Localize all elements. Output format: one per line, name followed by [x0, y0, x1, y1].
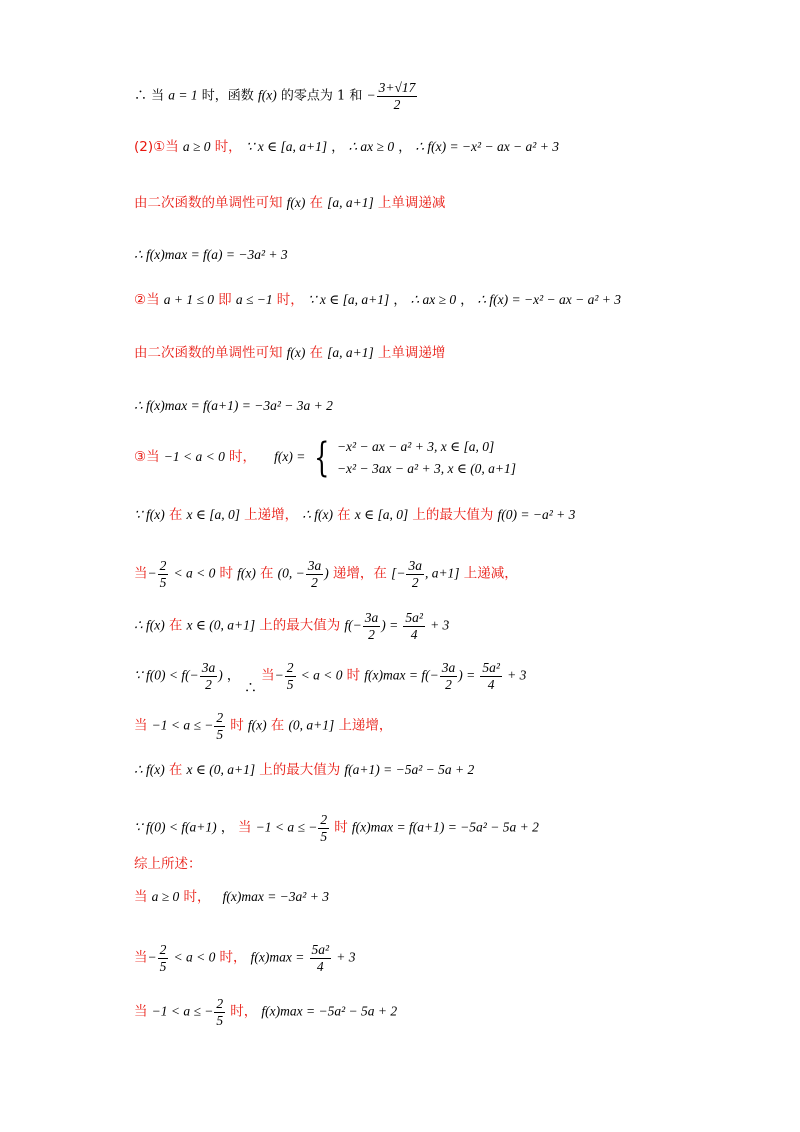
math: ): [218, 667, 223, 683]
text: ，: [393, 293, 407, 308]
red-text: 时，: [219, 949, 247, 966]
red-text: 当: [237, 819, 252, 836]
line-case2-heading: [134, 293, 621, 308]
red-text: 在: [309, 345, 324, 361]
fraction: $\frac{2}{5}$: [216, 710, 224, 742]
fraction: $\frac{3+√17}{2}$: [378, 80, 416, 112]
math: ∴ f(x)max = f(a) = −3a² + 3: [134, 247, 288, 262]
line-summary-heading: [134, 858, 202, 872]
red-text: 上单调递增: [377, 345, 446, 361]
line-summary-2: [134, 942, 355, 974]
math: f(x): [237, 565, 256, 581]
line-case3-left-max: [134, 508, 575, 523]
math: a = 1: [168, 87, 198, 103]
line-summary-1: [134, 890, 329, 905]
math: x ∈ [a, 0]: [186, 507, 240, 522]
line-case1-heading: [134, 140, 559, 155]
red-text: 在: [260, 565, 274, 582]
math: a ≥ 0: [182, 139, 211, 154]
math: a + 1 ≤ 0: [163, 292, 215, 307]
red-text: 时，: [183, 889, 211, 905]
math: ∵ x ∈ [a, a+1]: [245, 139, 328, 154]
red-text: 时，: [214, 139, 242, 155]
line-subcase-a-max: [134, 610, 449, 642]
math: < a < 0: [300, 667, 343, 683]
math: f(0) = −a² + 3: [497, 507, 576, 522]
math: a ≥ 0: [151, 889, 180, 904]
math: x ∈ [a, 0]: [354, 507, 409, 522]
math: ∴ f(x): [302, 507, 333, 522]
text: ，: [226, 668, 240, 684]
math: −1 < a ≤ −: [255, 819, 318, 835]
fraction: $\frac{3a}{2}$: [441, 660, 456, 692]
math: −: [274, 667, 284, 683]
line-case2-monotonic: [134, 346, 445, 361]
line-case1-monotonic: [134, 196, 445, 211]
red-text: 上的最大值为: [259, 617, 341, 634]
math: −1 < a ≤ −: [151, 717, 214, 733]
line-conclusion-part1: [134, 80, 418, 112]
math: −: [147, 949, 157, 965]
red-text: 在: [270, 717, 285, 734]
line-case1-max: [134, 248, 288, 262]
red-text: 在: [168, 507, 183, 523]
math: f(x): [247, 717, 267, 733]
math: −: [147, 565, 157, 581]
math: ∵ f(0) < f(a+1): [134, 819, 217, 835]
math: a ≤ −1: [235, 292, 273, 307]
red-text: 当: [134, 889, 148, 905]
red-text: 上递减，: [463, 565, 518, 582]
math: [−: [391, 565, 406, 581]
math: , a+1]: [424, 565, 460, 581]
red-text: 时，: [276, 292, 304, 308]
red-text: 上递增，: [338, 717, 393, 734]
math: ): [324, 565, 329, 581]
text: ，: [331, 140, 345, 155]
math: ∴ ax ≥ 0: [410, 292, 457, 307]
fraction: $\frac{3a}{2}$: [307, 558, 322, 590]
math: −: [366, 87, 376, 103]
fraction: $\frac{2}{5}$: [286, 660, 294, 692]
left-brace: {: [314, 434, 330, 481]
fraction: $\frac{2}{5}$: [216, 996, 224, 1028]
red-text: 当: [134, 717, 148, 734]
math: < a < 0: [173, 949, 216, 965]
line-subcase-b-max: [134, 763, 474, 778]
math: ∵ f(0) < f(−: [134, 667, 199, 683]
text: ∴: [243, 680, 257, 696]
red-text: 上递增，: [244, 507, 299, 523]
math: ∴ f(x): [134, 617, 165, 633]
line-case3-piecewise: [134, 436, 516, 479]
red-text: ②当: [134, 292, 160, 308]
red-text: 在: [337, 507, 351, 523]
math: ∴ f(x): [134, 762, 165, 777]
math: + 3: [430, 617, 450, 633]
math: f(x) =: [274, 449, 306, 465]
red-text: 上的最大值为: [259, 762, 341, 778]
red-text: 时: [334, 819, 348, 836]
math: < a < 0: [173, 565, 216, 581]
red-text: 上单调递减: [377, 195, 446, 211]
math: f(x)max = f(−: [364, 667, 439, 683]
fraction: $\frac{3a}{2}$: [364, 610, 379, 642]
math: + 3: [507, 667, 527, 683]
red-text: 在: [309, 195, 324, 211]
red-text: 由二次函数的单调性可知: [134, 345, 283, 361]
red-text: 即: [218, 292, 232, 308]
red-text: ③当: [134, 449, 160, 466]
red-text: 递增，在: [332, 565, 387, 582]
math: ∴ f(x) = −x² − ax − a² + 3: [477, 292, 621, 307]
math: x ∈ (0, a+1]: [186, 762, 256, 777]
fraction: $\frac{3a}{2}$: [408, 558, 422, 590]
red-text: 在: [168, 762, 183, 778]
line-case2-max: [134, 399, 333, 413]
math: ∴ ax ≥ 0: [348, 139, 395, 154]
red-text: 在: [168, 617, 183, 634]
fraction: $\frac{\text{5a²}}{4}$: [311, 942, 330, 974]
math: x ∈ (0, a+1]: [186, 617, 256, 633]
red-text: 当: [134, 565, 148, 582]
math: ∴ f(x)max = f(a+1) = −3a² − 3a + 2: [134, 398, 333, 413]
line-subcase-b-conclusion: [134, 812, 539, 844]
text: 时，函数: [201, 88, 254, 104]
fraction: $\frac{2}{5}$: [159, 942, 167, 974]
line-summary-3: [134, 996, 397, 1028]
red-text: 由二次函数的单调性可知: [134, 195, 283, 211]
math: f(x)max =: [250, 949, 305, 965]
math: f(a+1) = −5a² − 5a + 2: [344, 762, 475, 777]
red-text: 时: [346, 667, 361, 684]
math: [a, a+1]: [327, 345, 374, 360]
line-subcase-b: [134, 710, 392, 742]
math: f(x)max = f(a+1) = −5a² − 5a + 2: [351, 819, 539, 835]
math: f(x): [257, 87, 277, 103]
math: f(−: [344, 617, 362, 633]
line-subcase-a-conclusion: [134, 660, 527, 696]
fraction: $\frac{3a}{2}$: [201, 660, 216, 692]
piecewise-cases: −x² − ax − a² + 3, x ∈ [a, 0] −x² − 3ax − a² + 3, x ∈ (0, a+1]: [336, 439, 517, 476]
red-text: 当: [261, 667, 275, 684]
red-text: 上的最大值为: [412, 507, 494, 523]
math: f(x)max = −5a² − 5a + 2: [261, 1003, 398, 1019]
fraction: $\frac{\text{5a²}}{4}$: [482, 660, 500, 692]
fraction: $\frac{2}{5}$: [159, 558, 167, 590]
red-text: 时，: [230, 1003, 258, 1020]
math: f(x)max = −3a² + 3: [222, 889, 329, 904]
math: ) =: [458, 667, 476, 683]
math: −1 < a < 0: [163, 449, 225, 465]
text: ∴ 当: [134, 88, 165, 104]
red-text: 时: [230, 717, 244, 734]
math: ∵ x ∈ [a, a+1]: [307, 292, 390, 307]
red-text: 时，: [228, 449, 256, 466]
math: [a, a+1]: [327, 195, 374, 210]
red-text: (2)①当: [134, 139, 179, 155]
text: 的零点为 1 和: [280, 88, 363, 104]
math: ∵ f(x): [134, 507, 165, 522]
math: f(x): [286, 345, 306, 360]
red-text: 综上所述：: [134, 856, 202, 872]
math: f(x): [286, 195, 306, 210]
red-text: 当: [134, 949, 148, 966]
text: ，: [460, 293, 474, 308]
red-text: 时: [219, 565, 234, 582]
text: ，: [220, 820, 234, 836]
math: ) =: [381, 617, 399, 633]
math: ∴ f(x) = −x² − ax − a² + 3: [415, 139, 559, 154]
text: ，: [398, 140, 412, 155]
red-text: 当: [134, 1003, 148, 1020]
fraction: $\frac{\text{5a²}}{4}$: [405, 610, 423, 642]
math: + 3: [336, 949, 356, 965]
math: (0, −: [277, 565, 305, 581]
math: (0, a+1]: [288, 717, 335, 733]
line-subcase-a: [134, 558, 518, 590]
math: −1 < a ≤ −: [151, 1003, 214, 1019]
fraction: $\frac{2}{5}$: [320, 812, 328, 844]
